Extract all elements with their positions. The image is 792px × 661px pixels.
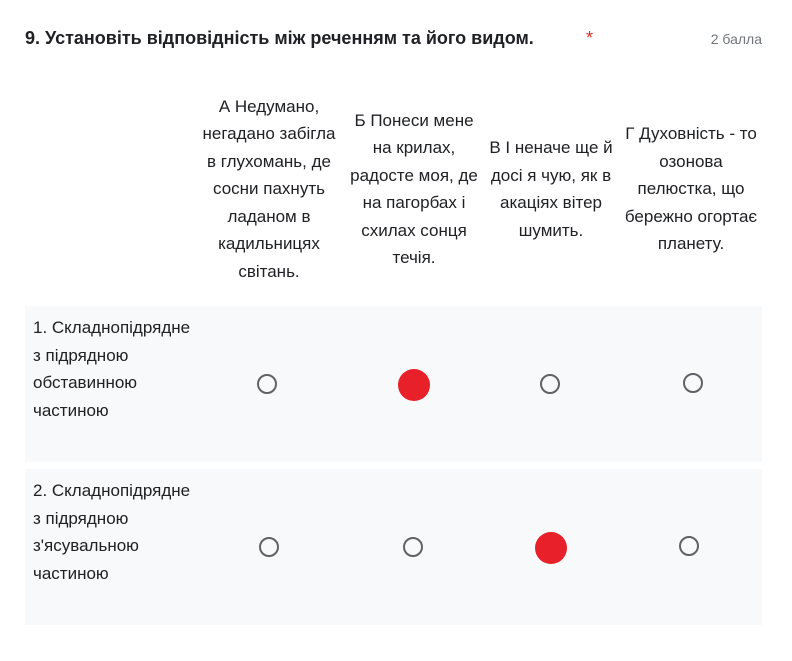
radio-row2-col-a[interactable] xyxy=(259,537,279,557)
radio-row1-col-g[interactable] xyxy=(683,373,703,393)
row-label-1: 1. Складнопідрядне з підрядною обставинною частиною xyxy=(33,318,191,420)
question-header xyxy=(25,28,762,54)
points-label: 2 балла xyxy=(710,31,762,47)
radio-row2-col-g[interactable] xyxy=(679,536,699,556)
row-label-2: 2. Складнопідрядне з підрядною з'ясувальною частиною xyxy=(33,481,191,583)
radio-row2-col-v-selected[interactable] xyxy=(535,532,567,564)
column-header-b: Б Понеси мене на крилах, радосте моя, де на пагорбах і схилах сонця течія. xyxy=(350,110,478,267)
radio-row1-col-b-selected[interactable] xyxy=(398,369,430,401)
radio-row1-col-v[interactable] xyxy=(540,374,560,394)
radio-row1-col-a[interactable] xyxy=(257,374,277,394)
grid-row-1 xyxy=(25,306,762,462)
radio-row2-col-b[interactable] xyxy=(403,537,423,557)
column-header-a: А Недумано, негадано забігла в глухомань, де сосни пахнуть ладаном в кадильницях світань. xyxy=(202,96,336,281)
required-asterisk: * xyxy=(586,28,594,48)
column-header-v: В І неначе ще й досі я чую, як в акаціях вітер шумить. xyxy=(489,138,613,240)
column-header-g: Г Духовність - то озонова пелюстка, що бережно огортає планету. xyxy=(624,124,758,254)
grid-row-2 xyxy=(25,469,762,625)
question-title: 9. Установіть відповідність між реченням та його видом. xyxy=(25,28,534,48)
